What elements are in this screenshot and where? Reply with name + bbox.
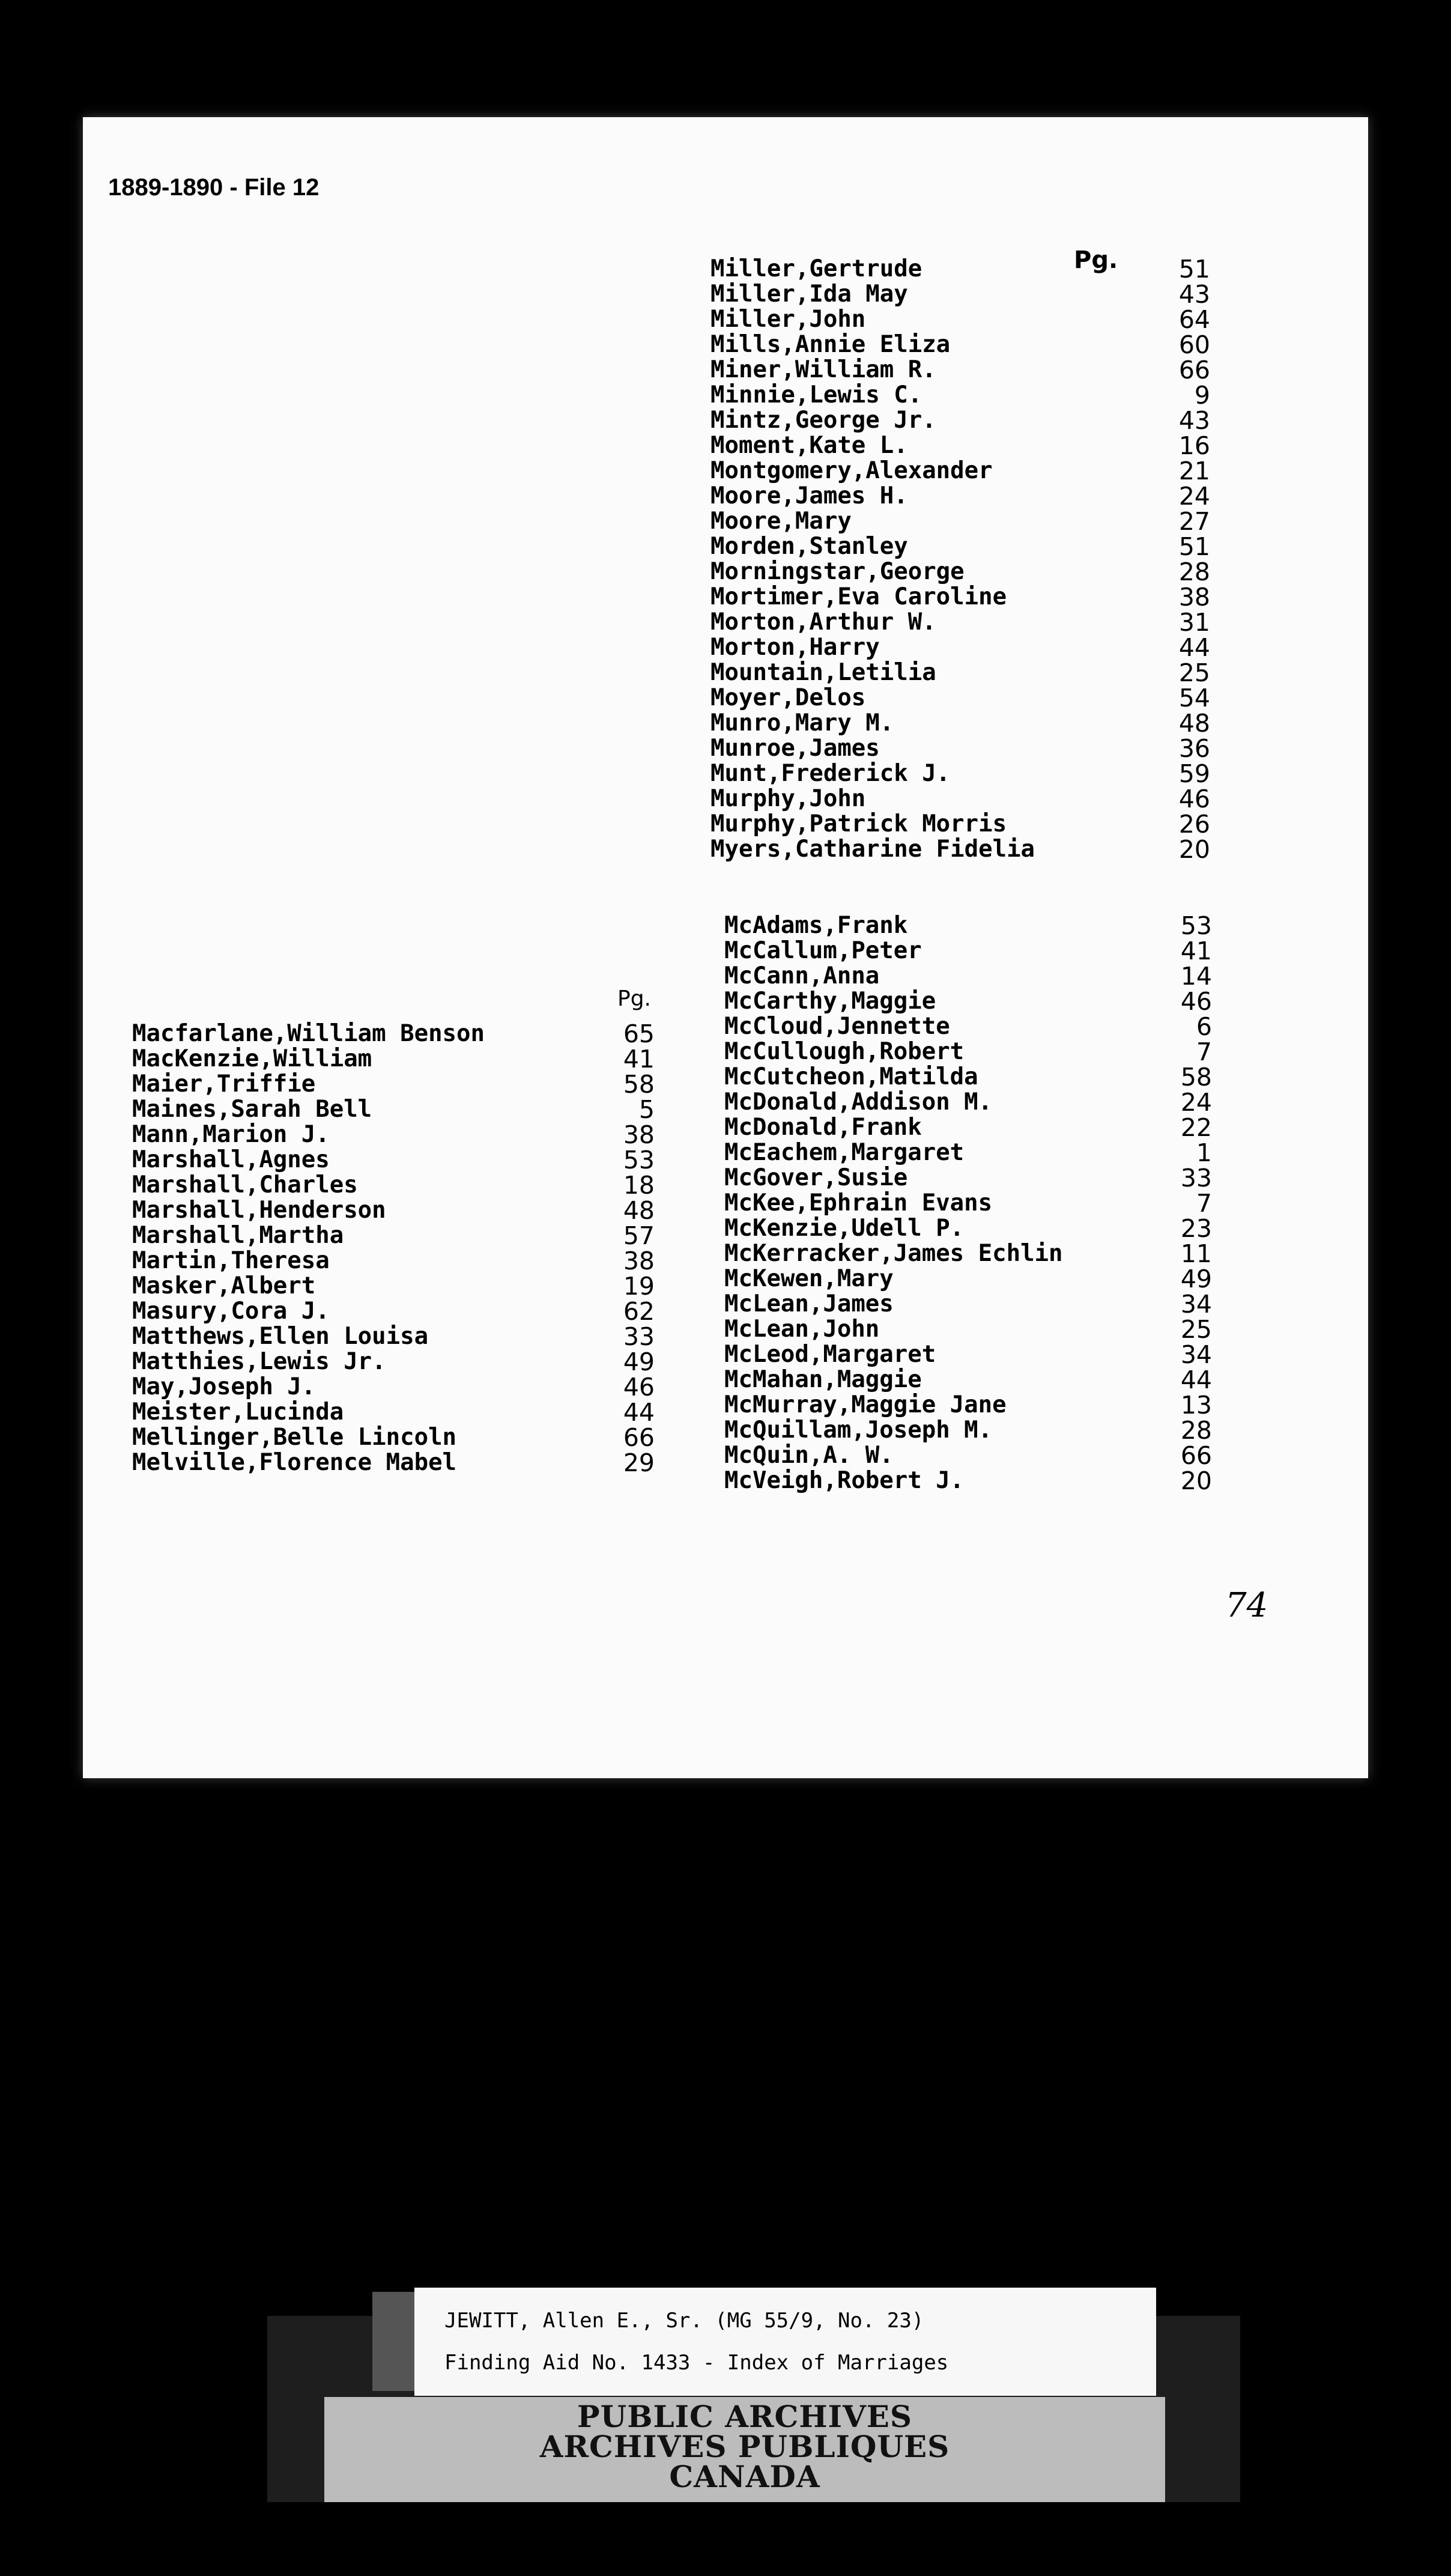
entry-page: 31 <box>1178 608 1210 637</box>
index-entry <box>710 484 1275 509</box>
file-header: 1889-1890 - File 12 <box>108 174 320 201</box>
index-entry <box>132 1375 793 1400</box>
index-entry <box>710 383 1275 408</box>
entry-page: 41 <box>623 1045 655 1074</box>
entry-name: McLean,James <box>724 1290 894 1317</box>
entry-page: 62 <box>623 1297 655 1326</box>
index-entry <box>710 761 1275 786</box>
entry-name: Montgomery,Alexander <box>710 457 993 484</box>
entry-page: 48 <box>623 1196 655 1225</box>
index-entry <box>724 1393 1277 1418</box>
entry-name: McDonald,Frank <box>724 1114 922 1141</box>
entry-page: 6 <box>1196 1012 1212 1041</box>
entry-page: 27 <box>1178 507 1210 536</box>
entry-page: 34 <box>1180 1340 1212 1369</box>
index-entry <box>724 989 1277 1014</box>
index-entry <box>710 786 1275 812</box>
index-entry <box>132 1198 793 1223</box>
index-entry <box>710 585 1275 610</box>
entry-name: McEachem,Margaret <box>724 1139 965 1166</box>
index-entry <box>710 660 1275 685</box>
entry-page: 33 <box>1180 1164 1212 1192</box>
pg-column-header-a: Pg. <box>1074 246 1118 274</box>
entry-name: McCarthy,Maggie <box>724 988 936 1015</box>
index-entry <box>724 1367 1277 1393</box>
entry-page: 38 <box>623 1247 655 1275</box>
entry-page: 20 <box>1180 1466 1212 1495</box>
index-entry <box>132 1046 793 1072</box>
entry-page: 36 <box>1178 734 1210 763</box>
index-entry <box>132 1072 793 1097</box>
index-entry <box>710 559 1275 585</box>
entry-page: 11 <box>1180 1239 1212 1268</box>
index-entry <box>724 1039 1277 1065</box>
entry-page: 66 <box>1178 356 1210 384</box>
index-entry <box>724 913 1277 938</box>
entry-name: Moment,Kate L. <box>710 432 908 459</box>
entry-name: Morden,Stanley <box>710 533 908 560</box>
index-entry <box>132 1400 793 1425</box>
entry-name: Masker,Albert <box>132 1272 316 1299</box>
index-entry <box>710 509 1275 534</box>
entry-name: Macfarlane,William Benson <box>132 1020 485 1047</box>
entry-name: Masury,Cora J. <box>132 1298 330 1325</box>
entry-page: 9 <box>1194 381 1210 410</box>
entry-name: MacKenzie,William <box>132 1045 372 1072</box>
entry-name: McKenzie,Udell P. <box>724 1215 965 1242</box>
entry-page: 24 <box>1180 1088 1212 1117</box>
entry-name: Martin,Theresa <box>132 1247 330 1274</box>
entry-page: 13 <box>1180 1391 1212 1420</box>
entry-page: 21 <box>1178 457 1210 485</box>
entry-name: McKee,Ephrain Evans <box>724 1189 993 1217</box>
entry-page: 18 <box>623 1171 655 1200</box>
entry-name: Meister,Lucinda <box>132 1399 344 1426</box>
entry-name: Melville,Florence Mabel <box>132 1449 457 1476</box>
entry-page: 20 <box>1178 835 1210 864</box>
entry-name: McMurray,Maggie Jane <box>724 1391 1007 1418</box>
entry-name: Mintz,George Jr. <box>710 407 936 434</box>
index-entry <box>132 1274 793 1299</box>
entry-page: 44 <box>1178 633 1210 662</box>
entry-page: 49 <box>1180 1265 1212 1293</box>
entry-page: 19 <box>623 1272 655 1301</box>
index-entry <box>710 837 1275 862</box>
index-entry <box>710 458 1275 484</box>
entry-page: 16 <box>1178 431 1210 460</box>
index-entry <box>710 408 1275 433</box>
index-entry <box>724 1342 1277 1367</box>
index-entry <box>710 307 1275 332</box>
entry-name: Moyer,Delos <box>710 684 866 711</box>
index-entry <box>724 1418 1277 1443</box>
pg-column-header-c: Pg. <box>617 986 652 1011</box>
index-entry <box>710 685 1275 711</box>
index-entry <box>710 736 1275 761</box>
entry-name: Moore,Mary <box>710 508 852 535</box>
index-entry <box>132 1021 793 1046</box>
entry-name: McCullough,Robert <box>724 1038 965 1065</box>
index-entry <box>710 257 1275 282</box>
index-entry <box>710 282 1275 307</box>
entry-page: 49 <box>623 1347 655 1376</box>
index-entry <box>132 1324 793 1349</box>
entry-name: Morningstar,George <box>710 558 965 585</box>
entry-name: Mountain,Letilia <box>710 659 936 686</box>
index-entry <box>724 938 1277 964</box>
index-entry <box>724 1443 1277 1468</box>
entry-name: McQuillam,Joseph M. <box>724 1417 993 1444</box>
entry-page: 51 <box>1178 255 1210 284</box>
index-entry <box>724 1014 1277 1039</box>
stamp-line-1: PUBLIC ARCHIVES <box>577 2399 912 2434</box>
entry-name: Myers,Catharine Fidelia <box>710 836 1035 863</box>
index-entry <box>710 610 1275 635</box>
entry-page: 66 <box>1180 1441 1212 1470</box>
entry-name: McQuin,A. W. <box>724 1442 894 1469</box>
entry-page: 64 <box>1178 305 1210 334</box>
index-entry <box>724 1468 1277 1493</box>
entry-name: Mills,Annie Eliza <box>710 331 951 358</box>
page-number: 74 <box>1225 1586 1268 1625</box>
index-entry <box>132 1349 793 1375</box>
entry-page: 43 <box>1178 280 1210 309</box>
index-entry <box>132 1122 793 1147</box>
entry-name: Munroe,James <box>710 735 880 762</box>
entry-name: Marshall,Charles <box>132 1171 358 1198</box>
label-line-2: Finding Aid No. 1433 - Index of Marriages <box>444 2351 949 2375</box>
entry-page: 28 <box>1178 557 1210 586</box>
entry-page: 48 <box>1178 709 1210 738</box>
entry-page: 29 <box>623 1448 655 1477</box>
entry-name: Marshall,Henderson <box>132 1197 386 1224</box>
stamp-line-2: ARCHIVES PUBLIQUES <box>539 2429 950 2464</box>
entry-name: Munro,Mary M. <box>710 709 894 737</box>
index-entry <box>710 812 1275 837</box>
index-entry <box>710 433 1275 458</box>
index-entry <box>724 1266 1277 1292</box>
entry-name: McMahan,Maggie <box>724 1366 922 1393</box>
index-column-a <box>710 257 1275 862</box>
index-entry <box>132 1450 793 1475</box>
entry-page: 1 <box>1196 1138 1212 1167</box>
index-entry <box>710 711 1275 736</box>
entry-name: Murphy,Patrick Morris <box>710 810 1007 837</box>
entry-name: Marshall,Agnes <box>132 1146 330 1173</box>
entry-page: 51 <box>1178 532 1210 561</box>
entry-page: 46 <box>623 1373 655 1402</box>
entry-page: 66 <box>623 1423 655 1452</box>
index-entry <box>710 635 1275 660</box>
index-entry <box>132 1173 793 1198</box>
index-entry <box>132 1425 793 1450</box>
entry-name: Miller,Ida May <box>710 281 908 308</box>
entry-page: 60 <box>1178 330 1210 359</box>
archives-stamp <box>324 2397 1165 2502</box>
entry-name: McKerracker,James Echlin <box>724 1240 1063 1267</box>
entry-page: 41 <box>1180 937 1212 965</box>
entry-page: 25 <box>1178 658 1210 687</box>
entry-page: 57 <box>623 1221 655 1250</box>
index-entry <box>724 1241 1277 1266</box>
index-entry <box>724 1317 1277 1342</box>
entry-page: 23 <box>1180 1214 1212 1243</box>
entry-page: 28 <box>1180 1416 1212 1445</box>
entry-page: 14 <box>1180 962 1212 991</box>
entry-name: Matthews,Ellen Louisa <box>132 1323 429 1350</box>
index-entry <box>132 1097 793 1122</box>
entry-name: McDonald,Addison M. <box>724 1089 993 1116</box>
index-entry <box>710 534 1275 559</box>
label-line-1: JEWITT, Allen E., Sr. (MG 55/9, No. 23) <box>444 2309 924 2333</box>
entry-name: Mortimer,Eva Caroline <box>710 583 1007 610</box>
entry-page: 7 <box>1196 1189 1212 1218</box>
index-entry <box>724 1216 1277 1241</box>
index-column-b <box>724 913 1277 1493</box>
entry-page: 53 <box>623 1146 655 1174</box>
entry-name: Maier,Triffie <box>132 1071 316 1098</box>
entry-name: Morton,Harry <box>710 634 880 661</box>
entry-page: 58 <box>623 1070 655 1099</box>
index-entry <box>724 964 1277 989</box>
entry-name: Miner,William R. <box>710 356 936 383</box>
index-column-c <box>132 1021 793 1475</box>
entry-page: 34 <box>1180 1290 1212 1319</box>
entry-page: 22 <box>1180 1113 1212 1142</box>
entry-page: 38 <box>1178 583 1210 612</box>
index-entry <box>724 1065 1277 1090</box>
entry-name: Matthies,Lewis Jr. <box>132 1348 386 1375</box>
entry-name: Maines,Sarah Bell <box>132 1096 372 1123</box>
entry-name: Mann,Marion J. <box>132 1121 330 1148</box>
entry-page: 26 <box>1178 810 1210 839</box>
entry-name: May,Joseph J. <box>132 1373 316 1400</box>
index-entry <box>132 1248 793 1274</box>
entry-page: 53 <box>1180 911 1212 940</box>
entry-name: McLean,John <box>724 1316 880 1343</box>
index-entry <box>132 1299 793 1324</box>
entry-page: 33 <box>623 1322 655 1351</box>
index-entry <box>724 1292 1277 1317</box>
entry-page: 59 <box>1178 759 1210 788</box>
stamp-line-3: CANADA <box>669 2459 820 2494</box>
entry-name: McGover,Susie <box>724 1164 908 1191</box>
entry-name: Moore,James H. <box>710 482 908 509</box>
entry-name: McCloud,Jennette <box>724 1013 950 1040</box>
entry-name: Morton,Arthur W. <box>710 609 936 636</box>
entry-name: McCallum,Peter <box>724 937 922 964</box>
entry-page: 25 <box>1180 1315 1212 1344</box>
entry-name: Mellinger,Belle Lincoln <box>132 1424 457 1451</box>
entry-name: McVeigh,Robert J. <box>724 1467 965 1494</box>
index-entry <box>724 1191 1277 1216</box>
entry-page: 24 <box>1178 482 1210 511</box>
index-entry <box>724 1115 1277 1140</box>
finding-aid-label <box>414 2288 1156 2396</box>
entry-name: Murphy,John <box>710 785 866 812</box>
entry-page: 38 <box>623 1120 655 1149</box>
entry-page: 46 <box>1178 785 1210 813</box>
index-entry <box>724 1140 1277 1165</box>
entry-name: Munt,Frederick J. <box>710 760 951 787</box>
index-entry <box>724 1165 1277 1191</box>
entry-page: 43 <box>1178 406 1210 435</box>
index-entry <box>132 1223 793 1248</box>
entry-name: McLeod,Margaret <box>724 1341 936 1368</box>
index-entry <box>710 357 1275 383</box>
entry-page: 54 <box>1178 684 1210 712</box>
entry-page: 7 <box>1196 1037 1212 1066</box>
index-entry <box>132 1147 793 1173</box>
entry-page: 5 <box>638 1095 655 1124</box>
entry-page: 65 <box>623 1019 655 1048</box>
index-entry <box>724 1090 1277 1115</box>
entry-name: McKewen,Mary <box>724 1265 894 1292</box>
entry-name: Miller,Gertrude <box>710 255 922 282</box>
entry-name: McCutcheon,Matilda <box>724 1063 978 1090</box>
entry-page: 58 <box>1180 1063 1212 1092</box>
entry-page: 46 <box>1180 987 1212 1016</box>
entry-name: Miller,John <box>710 306 866 333</box>
entry-name: Marshall,Martha <box>132 1222 344 1249</box>
entry-page: 44 <box>623 1398 655 1427</box>
entry-page: 44 <box>1180 1365 1212 1394</box>
index-entry <box>710 332 1275 357</box>
entry-name: Minnie,Lewis C. <box>710 381 922 409</box>
entry-name: McAdams,Frank <box>724 912 908 939</box>
entry-name: McCann,Anna <box>724 962 880 989</box>
